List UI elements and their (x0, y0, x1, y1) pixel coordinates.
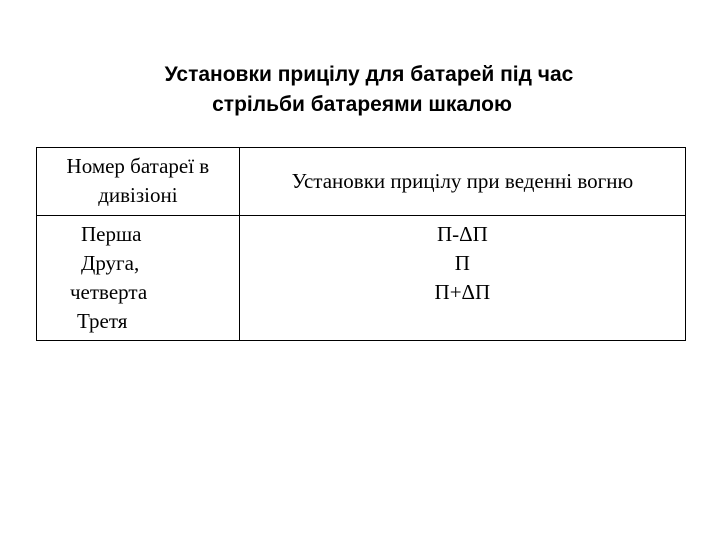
title-line-1: Установки прицілу для батарей під час (164, 63, 574, 86)
header-battery-number (37, 148, 240, 216)
settings-list-cell (239, 216, 685, 341)
setting-plus-delta: П+ΔП (434, 280, 491, 304)
battery-list-cell (37, 216, 240, 341)
title-line-2: стрільби батареями шкалою (212, 93, 512, 116)
sight-settings-table (36, 147, 686, 341)
battery-item-third: Третя (77, 309, 128, 333)
document-title (0, 60, 720, 120)
battery-item-fourth: четверта (70, 280, 148, 304)
table-row (37, 216, 686, 341)
header-battery-number-line-2: дивізіоні (98, 183, 178, 207)
setting-base: П (454, 251, 470, 275)
header-sight-settings: Установки прицілу при веденні вогню (239, 148, 685, 216)
header-battery-number-line-1: Номер батареї в (66, 154, 210, 178)
table-header-row (37, 148, 686, 216)
battery-item-first: Перша (81, 222, 142, 246)
setting-minus-delta: П-ΔП (436, 222, 488, 246)
battery-item-second: Друга, (81, 251, 140, 275)
